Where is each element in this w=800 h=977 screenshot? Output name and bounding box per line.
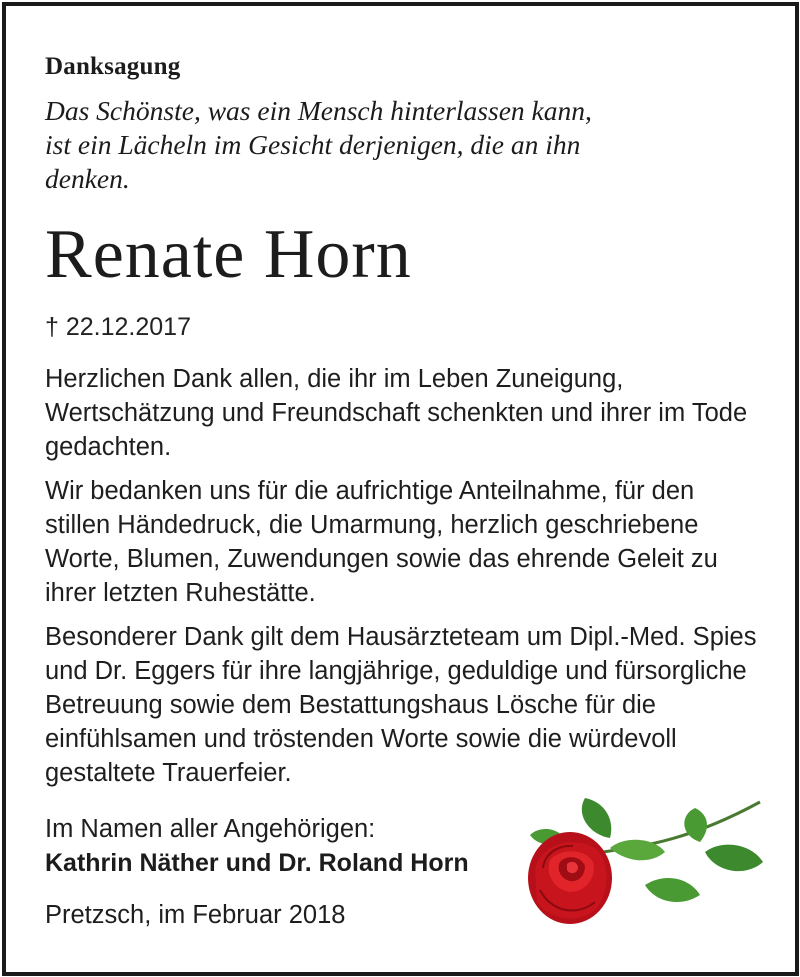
quote-line: Das Schönste, was ein Mensch hinterlassen kann,	[45, 95, 592, 126]
quote-line: ist ein Lächeln im Gesicht derjenigen, die an ihn	[45, 129, 581, 160]
leaf	[645, 878, 700, 902]
place-date: Pretzsch, im Februar 2018	[45, 901, 346, 929]
red-rose-icon	[515, 790, 770, 930]
leaf	[705, 845, 763, 872]
quote-line: denken.	[45, 163, 130, 194]
thanks-paragraph: Besonderer Dank gilt dem Hausärzteteam um Dipl.-Med. Spies und Dr. Eggers für ihre langjährige, geduldige und fürsorgliche Betreuung sowie dem Bestattungshaus Lösche für die einfühlsamen und tröstenden Worte sowie die würdevoll gestaltete Trauerfeier.	[45, 623, 757, 787]
thanks-paragraph: Wir bedanken uns für die aufrichtige Anteilnahme, für den stillen Händedruck, die Umarmung, herzlich geschriebene Worte, Blumen, Zuwendungen sowie das ehrende Geleit zu ihrer letzten Ruhestätte.	[45, 477, 718, 607]
leaf	[582, 798, 611, 838]
signers: Kathrin Näther und Dr. Roland Horn	[45, 849, 469, 877]
leaf	[684, 808, 707, 842]
death-date: † 22.12.2017	[45, 313, 191, 341]
notice-heading: Danksagung	[45, 53, 181, 80]
rose-head	[528, 832, 612, 924]
deceased-name: Renate Horn	[45, 216, 412, 293]
quote	[45, 94, 725, 196]
closing-line: Im Namen aller Angehörigen:	[45, 815, 376, 843]
thanks-paragraph: Herzlichen Dank allen, die ihr im Leben Zuneigung, Wertschätzung und Freundschaft schenkten und ihrer im Tode gedachten.	[45, 365, 748, 461]
